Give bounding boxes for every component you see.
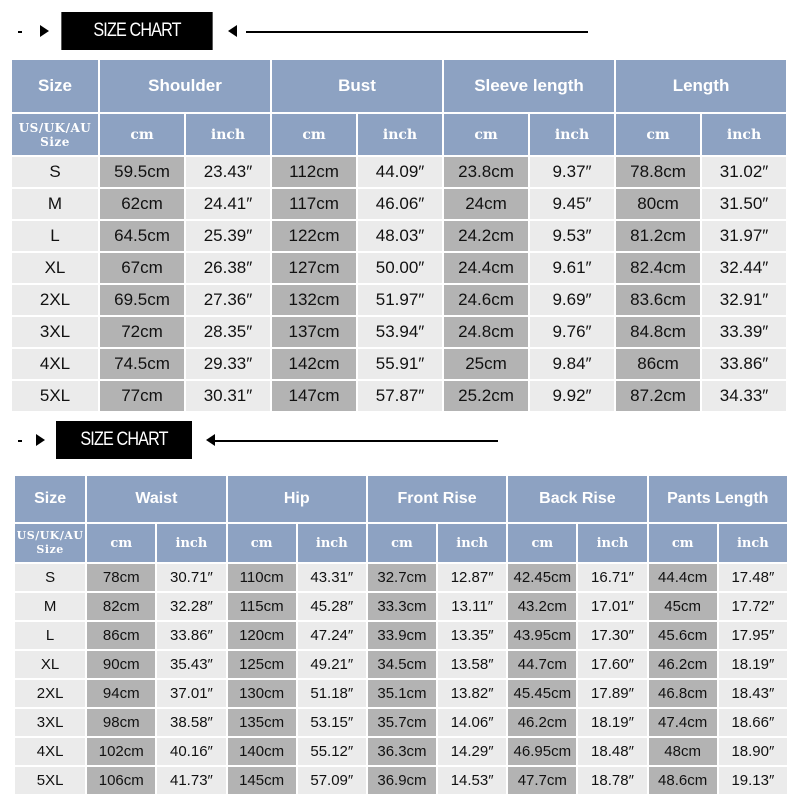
cm-value-cell: 122cm [272, 221, 356, 251]
inch-value-cell: 27.36″ [186, 285, 270, 315]
table-row [12, 189, 786, 219]
inch-value-cell: 45.28″ [298, 593, 366, 620]
cm-value-cell: 46.95cm [508, 738, 576, 765]
group-header: Front Rise [368, 476, 506, 522]
unit-cm: cm [100, 114, 184, 155]
inch-value-cell: 18.66″ [719, 709, 787, 736]
unit-cm: cm [228, 524, 296, 562]
table-row [12, 285, 786, 315]
cm-value-cell: 127cm [272, 253, 356, 283]
region-label: US/UK/AU Size [15, 524, 85, 562]
inch-value-cell: 32.91″ [702, 285, 786, 315]
inch-value-cell: 33.39″ [702, 317, 786, 347]
size-cell: 3XL [12, 317, 98, 347]
inch-value-cell: 16.71″ [578, 564, 646, 591]
unit-inch: inch [719, 524, 787, 562]
cm-value-cell: 47.4cm [649, 709, 717, 736]
cm-value-cell: 33.3cm [368, 593, 436, 620]
inch-value-cell: 17.89″ [578, 680, 646, 707]
unit-row [15, 524, 787, 562]
inch-value-cell: 17.30″ [578, 622, 646, 649]
size-cell: S [12, 157, 98, 187]
inch-value-cell: 32.28″ [157, 593, 225, 620]
inch-value-cell: 18.48″ [578, 738, 646, 765]
inch-value-cell: 41.73″ [157, 767, 225, 794]
inch-value-cell: 48.03″ [358, 221, 442, 251]
inch-value-cell: 43.31″ [298, 564, 366, 591]
cm-value-cell: 78cm [87, 564, 155, 591]
inch-value-cell: 53.15″ [298, 709, 366, 736]
cm-value-cell: 34.5cm [368, 651, 436, 678]
cm-value-cell: 67cm [100, 253, 184, 283]
size-chart-banner-top [18, 12, 588, 50]
unit-cm: cm [649, 524, 717, 562]
cm-value-cell: 77cm [100, 381, 184, 411]
cm-value-cell: 87.2cm [616, 381, 700, 411]
cm-value-cell: 24.8cm [444, 317, 528, 347]
unit-inch: inch [702, 114, 786, 155]
unit-cm: cm [616, 114, 700, 155]
table-row [15, 593, 787, 620]
cm-value-cell: 44.4cm [649, 564, 717, 591]
cm-value-cell: 115cm [228, 593, 296, 620]
cm-value-cell: 83.6cm [616, 285, 700, 315]
cm-value-cell: 24.6cm [444, 285, 528, 315]
banner-arrow-left-icon [36, 434, 45, 446]
banner-arrow-right-icon [228, 25, 237, 37]
size-chart-banner-bottom [18, 421, 498, 459]
banner-rule [214, 440, 498, 442]
cm-value-cell: 62cm [100, 189, 184, 219]
banner-dash [18, 440, 22, 442]
inch-value-cell: 31.50″ [702, 189, 786, 219]
cm-value-cell: 140cm [228, 738, 296, 765]
table-row [15, 738, 787, 765]
table-row [15, 622, 787, 649]
size-cell: XL [15, 651, 85, 678]
group-header: Shoulder [100, 60, 270, 112]
cm-value-cell: 110cm [228, 564, 296, 591]
inch-value-cell: 47.24″ [298, 622, 366, 649]
cm-value-cell: 125cm [228, 651, 296, 678]
inch-value-cell: 29.33″ [186, 349, 270, 379]
size-chart-top-table [10, 58, 788, 413]
unit-cm: cm [87, 524, 155, 562]
cm-value-cell: 32.7cm [368, 564, 436, 591]
inch-value-cell: 57.87″ [358, 381, 442, 411]
cm-value-cell: 24.2cm [444, 221, 528, 251]
cm-value-cell: 69.5cm [100, 285, 184, 315]
cm-value-cell: 112cm [272, 157, 356, 187]
inch-value-cell: 55.91″ [358, 349, 442, 379]
table-row [12, 253, 786, 283]
unit-cm: cm [272, 114, 356, 155]
size-cell: M [15, 593, 85, 620]
cm-value-cell: 86cm [616, 349, 700, 379]
cm-value-cell: 23.8cm [444, 157, 528, 187]
cm-value-cell: 132cm [272, 285, 356, 315]
inch-value-cell: 9.53″ [530, 221, 614, 251]
inch-value-cell: 40.16″ [157, 738, 225, 765]
unit-inch: inch [186, 114, 270, 155]
size-cell: XL [12, 253, 98, 283]
cm-value-cell: 25cm [444, 349, 528, 379]
cm-value-cell: 43.95cm [508, 622, 576, 649]
size-cell: 4XL [15, 738, 85, 765]
cm-value-cell: 117cm [272, 189, 356, 219]
unit-inch: inch [358, 114, 442, 155]
inch-value-cell: 9.84″ [530, 349, 614, 379]
inch-value-cell: 13.58″ [438, 651, 506, 678]
inch-value-cell: 33.86″ [702, 349, 786, 379]
cm-value-cell: 43.2cm [508, 593, 576, 620]
cm-value-cell: 46.2cm [649, 651, 717, 678]
banner-rule [246, 31, 588, 33]
size-cell: 5XL [12, 381, 98, 411]
size-cell: L [12, 221, 98, 251]
inch-value-cell: 26.38″ [186, 253, 270, 283]
cm-value-cell: 72cm [100, 317, 184, 347]
size-cell: S [15, 564, 85, 591]
unit-cm: cm [368, 524, 436, 562]
cm-value-cell: 102cm [87, 738, 155, 765]
table-row [15, 680, 787, 707]
table-row [12, 349, 786, 379]
cm-value-cell: 59.5cm [100, 157, 184, 187]
cm-value-cell: 44.7cm [508, 651, 576, 678]
size-cell: M [12, 189, 98, 219]
table-row [15, 651, 787, 678]
cm-value-cell: 82cm [87, 593, 155, 620]
cm-value-cell: 24cm [444, 189, 528, 219]
cm-value-cell: 42.45cm [508, 564, 576, 591]
cm-value-cell: 47.7cm [508, 767, 576, 794]
cm-value-cell: 25.2cm [444, 381, 528, 411]
size-header: Size [15, 476, 85, 522]
inch-value-cell: 13.11″ [438, 593, 506, 620]
banner-title: SIZE CHART [61, 12, 212, 50]
inch-value-cell: 13.82″ [438, 680, 506, 707]
inch-value-cell: 9.69″ [530, 285, 614, 315]
cm-value-cell: 82.4cm [616, 253, 700, 283]
unit-cm: cm [508, 524, 576, 562]
inch-value-cell: 31.02″ [702, 157, 786, 187]
inch-value-cell: 34.33″ [702, 381, 786, 411]
inch-value-cell: 44.09″ [358, 157, 442, 187]
cm-value-cell: 137cm [272, 317, 356, 347]
cm-value-cell: 86cm [87, 622, 155, 649]
table-row [12, 157, 786, 187]
inch-value-cell: 14.29″ [438, 738, 506, 765]
cm-value-cell: 46.2cm [508, 709, 576, 736]
unit-inch: inch [157, 524, 225, 562]
inch-value-cell: 18.78″ [578, 767, 646, 794]
size-cell: 2XL [12, 285, 98, 315]
cm-value-cell: 94cm [87, 680, 155, 707]
cm-value-cell: 33.9cm [368, 622, 436, 649]
cm-value-cell: 84.8cm [616, 317, 700, 347]
inch-value-cell: 51.97″ [358, 285, 442, 315]
unit-inch: inch [530, 114, 614, 155]
inch-value-cell: 9.37″ [530, 157, 614, 187]
inch-value-cell: 57.09″ [298, 767, 366, 794]
size-cell: 4XL [12, 349, 98, 379]
table-row [15, 564, 787, 591]
table-row [12, 221, 786, 251]
inch-value-cell: 13.35″ [438, 622, 506, 649]
cm-value-cell: 120cm [228, 622, 296, 649]
inch-value-cell: 50.00″ [358, 253, 442, 283]
inch-value-cell: 14.06″ [438, 709, 506, 736]
inch-value-cell: 51.18″ [298, 680, 366, 707]
inch-value-cell: 17.72″ [719, 593, 787, 620]
cm-value-cell: 145cm [228, 767, 296, 794]
inch-value-cell: 37.01″ [157, 680, 225, 707]
group-header: Length [616, 60, 786, 112]
cm-value-cell: 106cm [87, 767, 155, 794]
inch-value-cell: 49.21″ [298, 651, 366, 678]
cm-value-cell: 147cm [272, 381, 356, 411]
inch-value-cell: 9.92″ [530, 381, 614, 411]
group-header: Pants Length [649, 476, 787, 522]
inch-value-cell: 14.53″ [438, 767, 506, 794]
inch-value-cell: 31.97″ [702, 221, 786, 251]
size-cell: 3XL [15, 709, 85, 736]
inch-value-cell: 38.58″ [157, 709, 225, 736]
cm-value-cell: 142cm [272, 349, 356, 379]
inch-value-cell: 18.19″ [578, 709, 646, 736]
unit-row [12, 114, 786, 155]
inch-value-cell: 32.44″ [702, 253, 786, 283]
unit-cm: cm [444, 114, 528, 155]
table-row [15, 709, 787, 736]
cm-value-cell: 46.8cm [649, 680, 717, 707]
inch-value-cell: 28.35″ [186, 317, 270, 347]
inch-value-cell: 30.71″ [157, 564, 225, 591]
inch-value-cell: 18.19″ [719, 651, 787, 678]
cm-value-cell: 45cm [649, 593, 717, 620]
inch-value-cell: 9.61″ [530, 253, 614, 283]
cm-value-cell: 78.8cm [616, 157, 700, 187]
inch-value-cell: 17.60″ [578, 651, 646, 678]
size-chart-bottom-table [13, 474, 789, 796]
cm-value-cell: 81.2cm [616, 221, 700, 251]
inch-value-cell: 17.95″ [719, 622, 787, 649]
inch-value-cell: 9.45″ [530, 189, 614, 219]
size-cell: 5XL [15, 767, 85, 794]
cm-value-cell: 36.9cm [368, 767, 436, 794]
cm-value-cell: 48.6cm [649, 767, 717, 794]
cm-value-cell: 48cm [649, 738, 717, 765]
cm-value-cell: 36.3cm [368, 738, 436, 765]
size-cell: 2XL [15, 680, 85, 707]
cm-value-cell: 35.1cm [368, 680, 436, 707]
group-header: Back Rise [508, 476, 646, 522]
group-header: Bust [272, 60, 442, 112]
inch-value-cell: 19.13″ [719, 767, 787, 794]
cm-value-cell: 80cm [616, 189, 700, 219]
cm-value-cell: 45.45cm [508, 680, 576, 707]
inch-value-cell: 33.86″ [157, 622, 225, 649]
inch-value-cell: 46.06″ [358, 189, 442, 219]
inch-value-cell: 9.76″ [530, 317, 614, 347]
inch-value-cell: 35.43″ [157, 651, 225, 678]
size-header: Size [12, 60, 98, 112]
inch-value-cell: 30.31″ [186, 381, 270, 411]
cm-value-cell: 64.5cm [100, 221, 184, 251]
cm-value-cell: 35.7cm [368, 709, 436, 736]
inch-value-cell: 18.43″ [719, 680, 787, 707]
unit-inch: inch [438, 524, 506, 562]
inch-value-cell: 55.12″ [298, 738, 366, 765]
inch-value-cell: 23.43″ [186, 157, 270, 187]
table-row [15, 767, 787, 794]
region-label: US/UK/AU Size [12, 114, 98, 155]
table-row [12, 317, 786, 347]
cm-value-cell: 135cm [228, 709, 296, 736]
cm-value-cell: 130cm [228, 680, 296, 707]
cm-value-cell: 74.5cm [100, 349, 184, 379]
inch-value-cell: 18.90″ [719, 738, 787, 765]
unit-inch: inch [298, 524, 366, 562]
group-header: Sleeve length [444, 60, 614, 112]
banner-title: SIZE CHART [56, 421, 192, 459]
inch-value-cell: 25.39″ [186, 221, 270, 251]
cm-value-cell: 90cm [87, 651, 155, 678]
inch-value-cell: 24.41″ [186, 189, 270, 219]
cm-value-cell: 24.4cm [444, 253, 528, 283]
inch-value-cell: 12.87″ [438, 564, 506, 591]
size-cell: L [15, 622, 85, 649]
banner-arrow-left-icon [40, 25, 49, 37]
inch-value-cell: 17.01″ [578, 593, 646, 620]
group-header: Waist [87, 476, 225, 522]
table-row [12, 381, 786, 411]
unit-inch: inch [578, 524, 646, 562]
banner-dash [18, 31, 22, 33]
header-row [15, 476, 787, 522]
group-header: Hip [228, 476, 366, 522]
inch-value-cell: 53.94″ [358, 317, 442, 347]
inch-value-cell: 17.48″ [719, 564, 787, 591]
cm-value-cell: 45.6cm [649, 622, 717, 649]
cm-value-cell: 98cm [87, 709, 155, 736]
header-row [12, 60, 786, 112]
